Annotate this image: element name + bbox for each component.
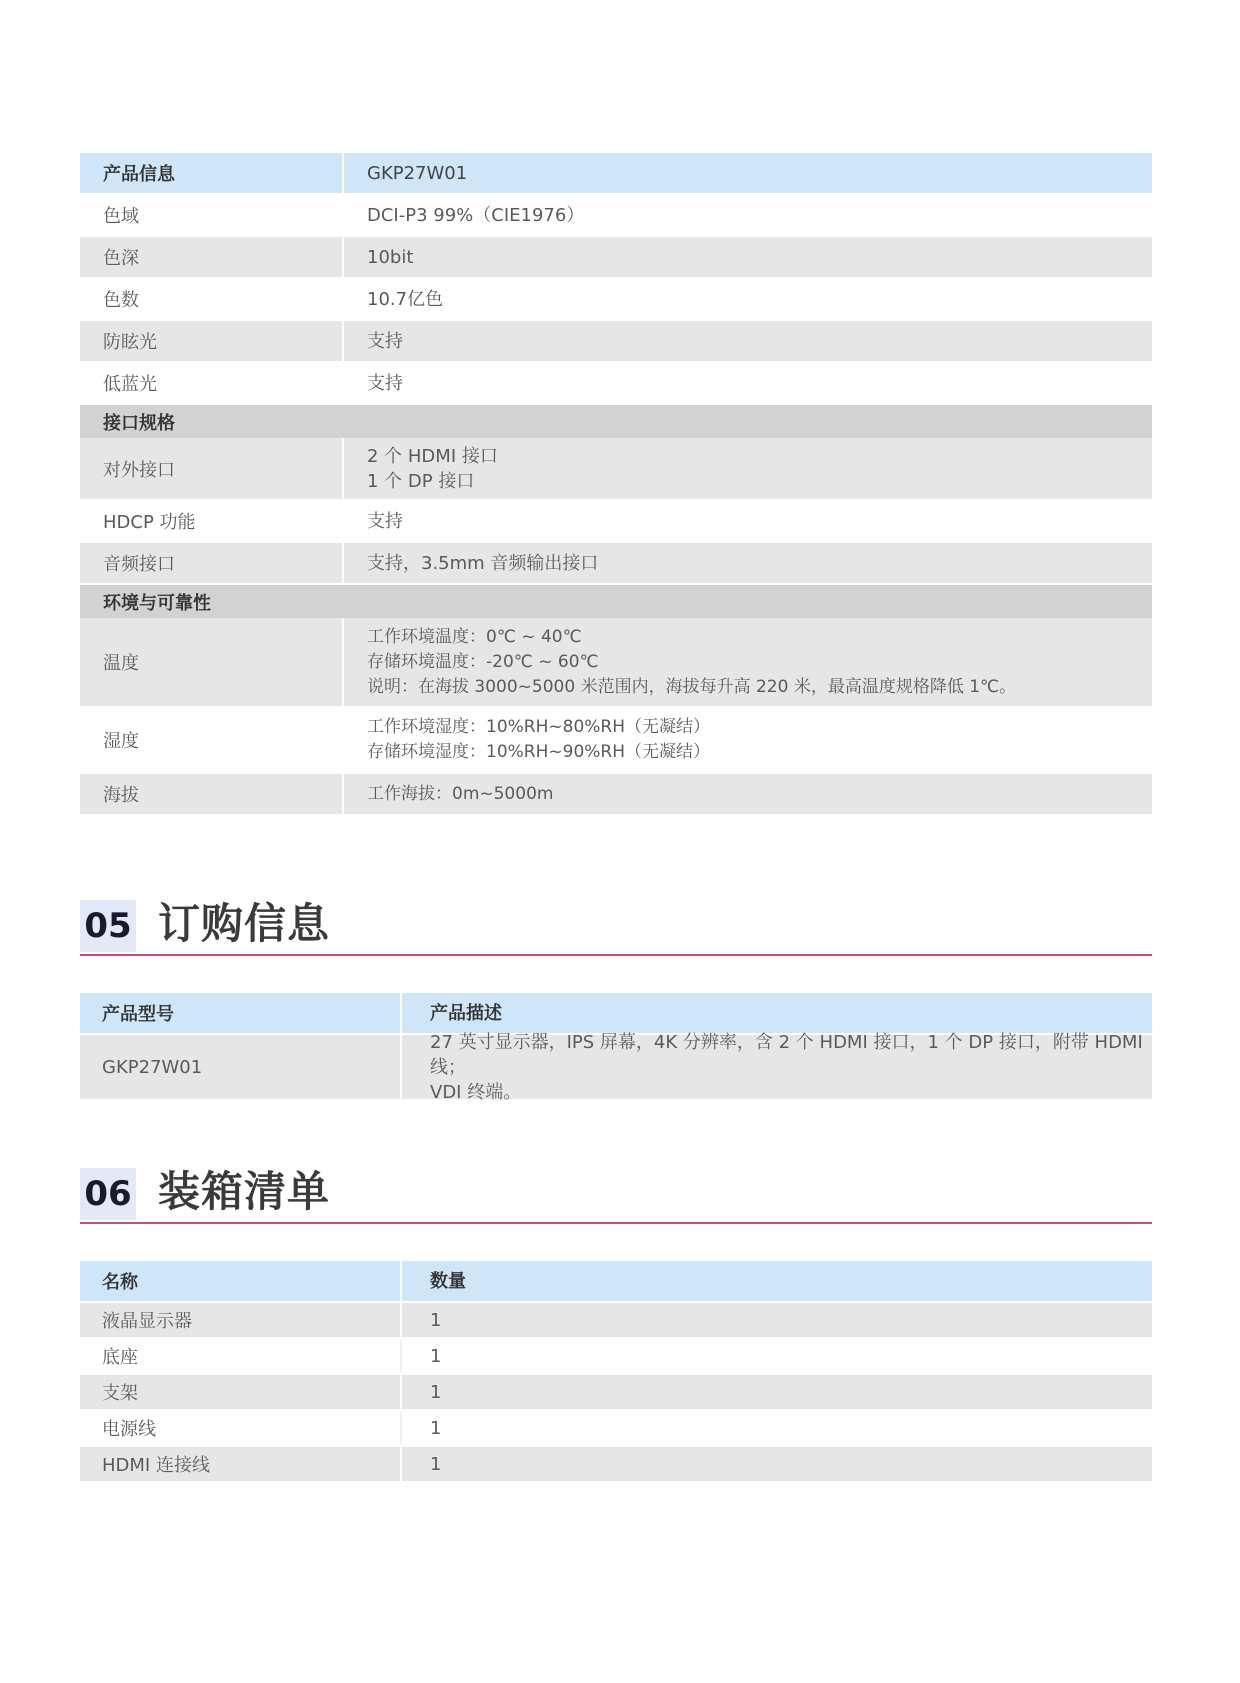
spec-header-label: 产品信息 — [103, 164, 175, 185]
spec-value: 工作海拔：0m~5000m — [342, 774, 1152, 814]
spec-row — [80, 618, 1152, 706]
spec-value: DCI-P3 99%（CIE1976） — [342, 195, 1152, 235]
table-row — [80, 1411, 1152, 1445]
spec-value: 支持，3.5mm 音频输出接口 — [342, 543, 1152, 583]
spec-row — [80, 363, 1152, 403]
spec-row — [80, 321, 1152, 361]
spec-value: 10.7亿色 — [342, 279, 1152, 319]
spec-label: 色深 — [103, 248, 139, 269]
item-qty: 1 — [400, 1411, 1152, 1445]
spec-row — [80, 501, 1152, 541]
item-name: 支架 — [102, 1383, 138, 1404]
order-table-header — [80, 993, 1152, 1033]
section-header-order — [80, 898, 1152, 956]
column-header-description: 产品描述 — [400, 993, 1152, 1033]
product-model: GKP27W01 — [102, 1056, 203, 1078]
spec-label: 音频接口 — [103, 554, 175, 575]
spec-row — [80, 543, 1152, 583]
spec-label: 温度 — [103, 653, 139, 674]
column-header-model: 产品型号 — [102, 1004, 174, 1025]
item-name: 液晶显示器 — [102, 1311, 192, 1332]
spec-label: HDCP 功能 — [103, 512, 196, 533]
item-qty: 1 — [400, 1375, 1152, 1409]
product-description: 27 英寸显示器，IPS 屏幕，4K 分辨率，含 2 个 HDMI 接口，1 个 DP 接口，附带 HDMI 线； VDI 终端。 — [400, 1035, 1152, 1099]
spec-group-interface: 接口规格 — [80, 405, 1152, 438]
item-qty: 1 — [400, 1303, 1152, 1337]
item-name: 电源线 — [102, 1419, 156, 1440]
section-number: 05 — [80, 900, 136, 952]
spec-value: 支持 — [342, 321, 1152, 361]
section-number: 06 — [80, 1168, 136, 1220]
spec-label: 对外接口 — [103, 459, 175, 481]
column-header-name: 名称 — [102, 1272, 138, 1293]
column-header-qty: 数量 — [400, 1261, 1152, 1301]
spec-group-environment: 环境与可靠性 — [80, 585, 1152, 618]
spec-row — [80, 774, 1152, 814]
spec-row — [80, 438, 1152, 499]
section-title: 订购信息 — [158, 899, 331, 948]
spec-label: 低蓝光 — [103, 374, 157, 395]
spec-table — [80, 153, 1152, 814]
spec-value: 支持 — [342, 363, 1152, 403]
spec-label: 海拔 — [103, 785, 139, 806]
spec-label: 防眩光 — [103, 332, 157, 353]
table-row — [80, 1375, 1152, 1409]
order-table — [80, 993, 1152, 1103]
item-name: 底座 — [102, 1347, 138, 1368]
spec-value: 工作环境温度：0℃ ~ 40℃ 存储环境温度：-20℃ ~ 60℃ 说明：在海拔 3000~5000 米范围内，海拔每升高 220 米，最高温度规格降低 1℃。 — [342, 618, 1152, 706]
item-name: HDMI 连接线 — [102, 1455, 210, 1476]
spec-label: 湿度 — [103, 731, 139, 752]
spec-label: 色域 — [103, 206, 139, 227]
item-qty: 1 — [400, 1447, 1152, 1481]
spec-value: 2 个 HDMI 接口 1 个 DP 接口 — [342, 438, 1152, 499]
table-row — [80, 1031, 1152, 1103]
table-row — [80, 1339, 1152, 1373]
spec-row — [80, 708, 1152, 772]
packing-table — [80, 1261, 1152, 1481]
spec-row — [80, 195, 1152, 235]
table-row — [80, 1303, 1152, 1337]
spec-value: 支持 — [342, 501, 1152, 541]
spec-label: 色数 — [103, 290, 139, 311]
spec-header-value: GKP27W01 — [342, 153, 1152, 193]
spec-header-row — [80, 153, 1152, 193]
section-title: 装箱清单 — [158, 1167, 331, 1216]
spec-value: 工作环境湿度：10%RH~80%RH（无凝结） 存储环境湿度：10%RH~90%RH（无凝结） — [342, 708, 1152, 772]
item-qty: 1 — [400, 1339, 1152, 1373]
packing-table-header — [80, 1261, 1152, 1301]
table-row — [80, 1447, 1152, 1481]
spec-row — [80, 279, 1152, 319]
spec-row — [80, 237, 1152, 277]
spec-value: 10bit — [342, 237, 1152, 277]
section-header-packing — [80, 1166, 1152, 1224]
